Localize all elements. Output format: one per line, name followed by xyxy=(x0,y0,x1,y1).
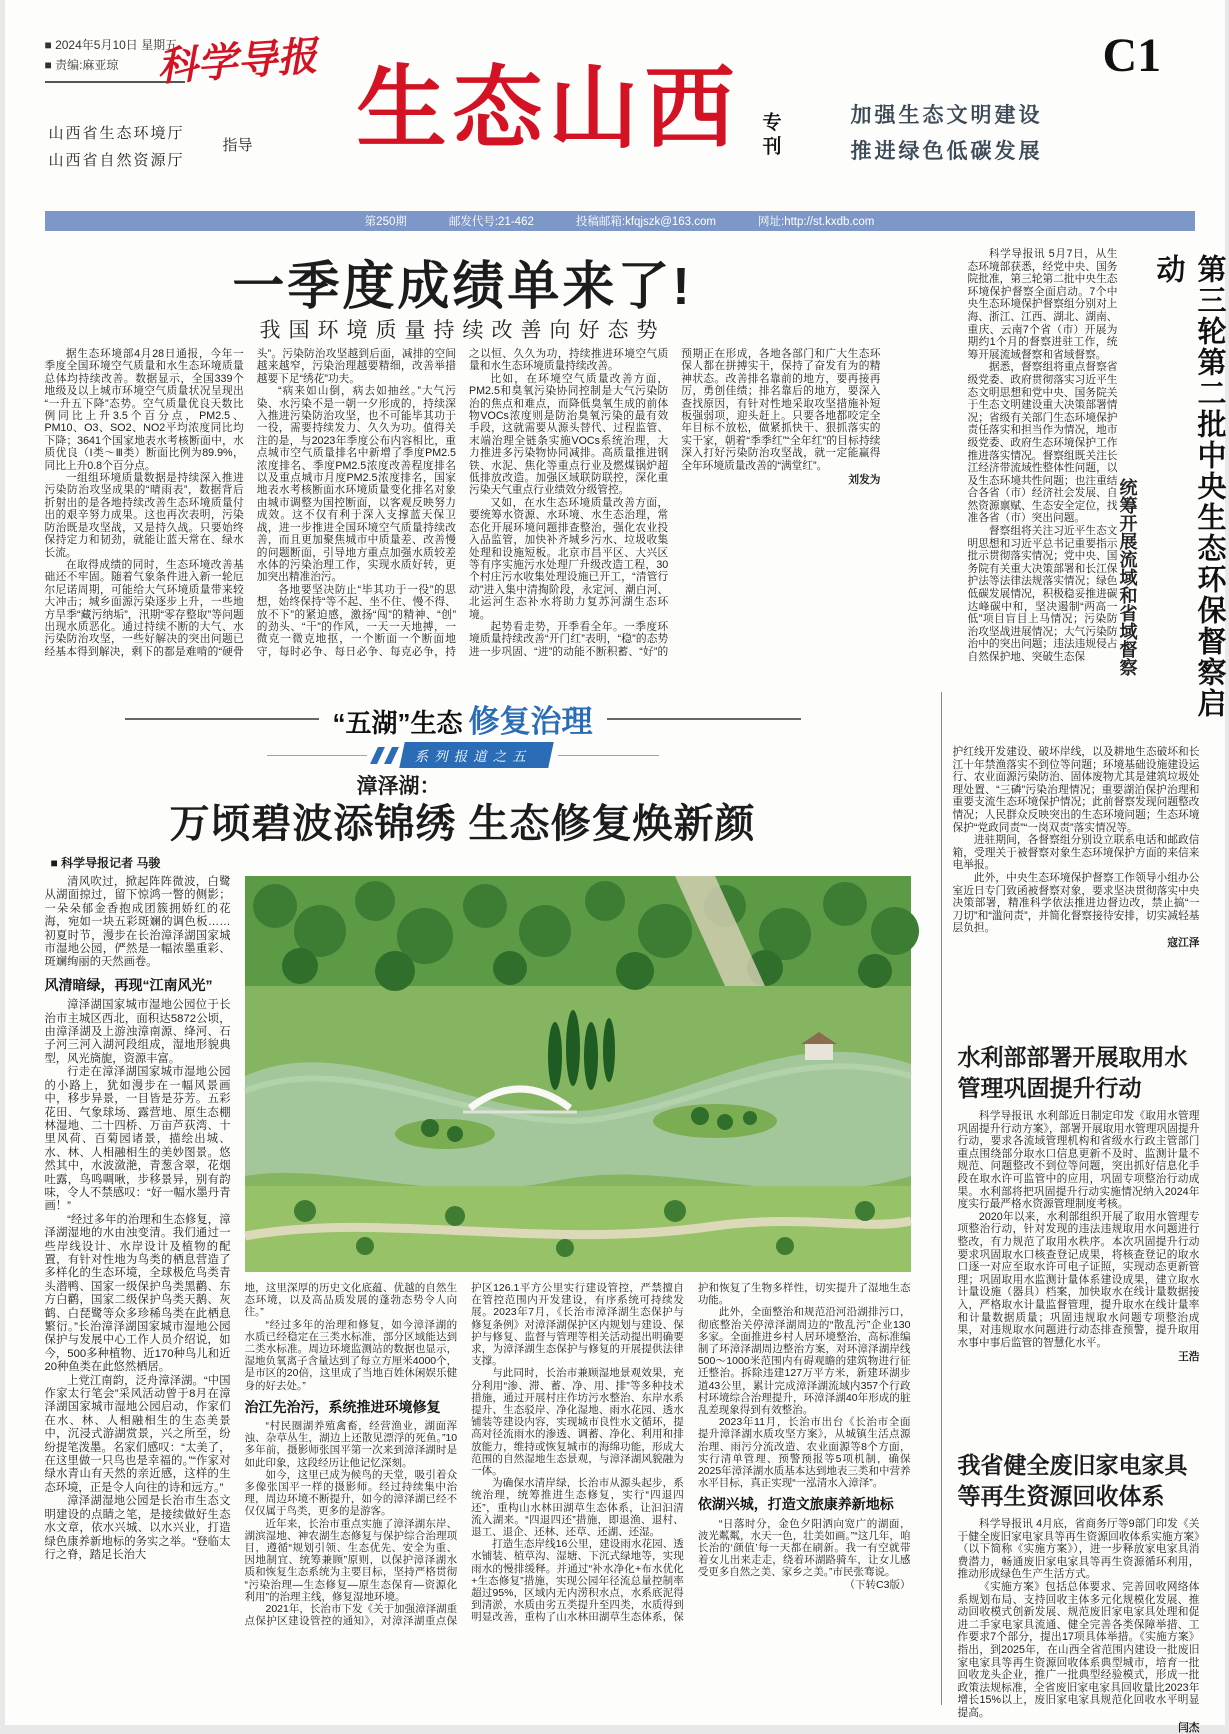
series-badge-title xyxy=(333,696,593,741)
article-paragraph: 又如，在水生态环境质量改善方面，要统筹水资源、水环境、水生态治理，常态化开展环境问题排查整治，强化农业投入品监管，加快补齐城乡污水、垃圾收集处理和设施短板。北京市昌平区、大兴区等有序实施污水处理厂升级改造工程，30个村庄污水收集处理设施已开工，“清管行动”进入集中清掏阶段，永定河、潮白河、北运河生态补水将助力复苏河湖生态环境。 xyxy=(469,497,668,621)
inspection-article-body-wide xyxy=(953,746,1200,1036)
article-paragraph: “经过多年的治理和修复，如今漳泽湖的水质已经稳定在三类水标准，部分区域能达到二类水标准。周边环境监测站的数据也显示，湿地负氧离子含量达到了每立方厘米4000个，是市区的20倍，这里成了当地百姓休闲娱乐健身的好去处。” xyxy=(245,1319,458,1392)
feature-body xyxy=(45,876,911,1634)
issue-number: 第250期 xyxy=(365,213,407,229)
water-article-headline: 水利部部署开展取用水管理巩固提升行动 xyxy=(958,1042,1200,1104)
slogan xyxy=(851,98,1043,169)
article-paragraph: “村民圈湖养殖禽畜，经营渔业，湖面浑浊、杂草丛生，湖边上还散见漂浮的死鱼。”10多年前，摄影师张国平第一次来到漳泽湖时是如此印象，这段经历让他记忆深刻。 xyxy=(245,1420,458,1469)
article-paragraph: 上党江南韵，泛舟漳泽湖。“中国作家太行笔会”采风活动曾于8月在漳泽湖国家城市湿地公园启动，作家们在水、林、人相融相生的生态美景中，沉浸式游湖赏景，兴之所至，纷纷提笔泼墨。名家们感叹：“太美了，在这里做一只鸟也是幸福的。”“作家对绿水青山有天然的亲近感，这样的生态环境，正是令人向往的诗和远方。” xyxy=(45,1375,231,1496)
department-2: 山西省自然资源厅 xyxy=(49,147,185,174)
article-paragraph: 2021年，长治市下发《关于加强漳泽湖重点保护区建设管控的通知》，对漳泽湖重点保护区126.1平方公里实行建设管控，严禁擅自在管控范围内开发建设，有序系统可持续发展。2023年7月，《长治市漳泽湖生态保护与修复条例》对漳泽湖保护区内规划与建设、保护与修复、监督与管理等相关活动提出明确要求，为漳泽湖生态保护与修复的开展提供法律支撑。 xyxy=(245,1282,684,1634)
banner-rule-right xyxy=(558,755,659,756)
wetland-aerial-photo xyxy=(245,876,911,1272)
postal-code: 邮发代号:21-462 xyxy=(449,213,534,229)
recycle-article-headline: 我省健全废旧家电家具等再生资源回收体系 xyxy=(958,1450,1200,1512)
water-article-body xyxy=(958,1110,1200,1436)
article-paragraph: 行走在漳泽湖国家城市湿地公园的小路上，犹如漫步在一幅风景画中，移步异景，一目皆是芬芳。五彩花田、气象球场、露营地、原生态棚林湿地、二十四桥、万亩芦荻湾、十里风荷、百菊园诸景，描绘出城、水、林、人相融相生的美妙图景。悠然其中，水波潋滟，青葱含翠，花烟吐露，鸟鸣啁啾，步移景异，别有韵味，令人不禁感叹：“好一幅水墨丹青画！” xyxy=(45,1066,231,1213)
section-subtitle: 专刊 xyxy=(757,112,784,160)
article-paragraph: （下转C3版） xyxy=(698,1579,911,1591)
department-1: 山西省生态环境厅 xyxy=(49,120,185,147)
article-paragraph: 在取得成绩的同时，生态环境改善基础还不牢固。随着气象条件进入新一轮厄尔尼诺周期，可能给大气环境质量带来较大冲击；城乡面源污染逐步上升，一些地方旱季“藏污纳垢”，汛期“零存整取”等问题出现水质恶化。通过持续不断的大气、水污染防治攻坚，一些好解决的突出问题已经基本得到解决，剩下的都是难啃的“硬骨头”。污染防治攻坚越到后面，减排的空间越来越窄，污染治理越要精细，改善举措越要下足“绣花”功夫。 xyxy=(45,348,457,670)
article-paragraph: 科学导报讯 5月7日，从生态环境部获悉，经党中央、国务院批准，第三轮第二批中央生态环境保护督察全面启动。7个中央生态环境保护督察组分别对上海、浙江、江西、湖北、湖南、重庆、云南7个省（市）开展为期约1个月的督察进驻工作，统筹开展流域督察和省域督察。 xyxy=(968,248,1118,361)
article-paragraph: 据悉，督察组将重点督察省级党委、政府贯彻落实习近平生态文明思想和党中央、国务院关于生态文明建设重大决策部署情况；省级有关部门生态环境保护责任落实和担当作为情况，地市级党委、政府生态环境保护工作推进落实情况。督察组既关注长江经济带流域性整体性问题，以及生态环境共性问题；也注重结合各省（市）经济社会发展、自然资源禀赋、生态安全定位，找准各省（市）突出问题。 xyxy=(968,361,1118,525)
column-divider xyxy=(941,692,942,1705)
article-paragraph: 闫杰 xyxy=(958,1722,1200,1734)
article-paragraph: “日落时分，金色夕阳洒向宽广的湖面，波光粼粼，水天一色，壮美如画。”“这几年，咱长治的‘颜值’每一天都在刷新。我一有空就带着女儿出来走走，绕着环湖路骑车，让女儿感受更多自然之美、家乡之美。”市民张骞说。 xyxy=(698,1518,911,1579)
info-bar xyxy=(45,211,1195,231)
article-subhead: 风清暗绿，再现“江南风光” xyxy=(45,979,231,992)
article-paragraph: 如今，这里已成为候鸟的天堂，吸引着众多像张国平一样的摄影师。经过持续集中治理，周边环境不断提升，如今的漳泽湖已经不仅仅属于鸟类，更多的是游客。 xyxy=(245,1469,458,1518)
page-number: C1 xyxy=(1103,28,1162,83)
newspaper-page xyxy=(5,0,1225,1725)
article-paragraph: 刘发为 xyxy=(681,474,880,486)
feature-flow-columns xyxy=(245,1282,911,1634)
feature-byline: ■ 科学导报记者 马骏 xyxy=(51,854,161,871)
editor-line: ■ 责编:麻亚琼 xyxy=(45,56,185,76)
article-subhead: 治江先治污，系统推进环境修复 xyxy=(245,1401,458,1413)
article-paragraph: “经过多年的治理和生态修复，漳泽湖湿地的水由浊变清。我们通过一些岸线设计、水岸设计及植物的配置，有针对性地为鸟类的栖息营造了多样化的生态环境，全球极危鸟类青头潜鸭、国家一级保护鸟类黑鹳、东方白鹳，国家二级保护鸟类天鹅、灰鹤、白琵鹭等众多珍稀鸟类在此栖息繁衍。”长治漳泽湖国家城市湿地公园保护与发展中心工作人员介绍说，如今，500多种植物、近170种鸟儿和近20种鱼类在此悠然栖居。 xyxy=(45,1214,231,1375)
inspection-article-body-narrow xyxy=(968,248,1118,740)
inspection-vertical-subtitle: 统筹开展流域和省域督察 xyxy=(1115,478,1141,743)
article-paragraph: 此外，中央生态环境保护督察工作领导小组办公室近日专门致函被督察对象，要求坚决贯彻落实中央决策部署，精准科学依法推进边督边改，禁止搞“一刀切”和“滥问责”，并简化督察接待安排，切实减轻基层负担。 xyxy=(953,872,1200,935)
article-paragraph: 督察组将关注习近平生态文明思想和习近平总书记重要指示批示贯彻落实情况；党中央、国务院有关重大决策部署和长江保护法等法律法规落实情况；绿色低碳发展情况，积极稳妥推进碳达峰碳中和，坚决遏制“两高一低”项目盲目上马情况；污染防治攻坚战进展情况；大气污染防治中的突出问题；违法违规侵占自然保护地、突破生态保 xyxy=(968,525,1118,664)
article-paragraph: 漳泽湖国家城市湿地公园位于长治市主城区西北，面积达5872公顷，由漳泽湖及上游浊漳南源、绛河、石子河三河入湖河段组成，湿地形貌典型，风光旖旎，资源丰富。 xyxy=(45,999,231,1066)
article-paragraph: 护红线开发建设、破坏岸线，以及耕地生态破坏和长江十年禁渔落实不到位等问题；环境基础设施建设运行、农业面源污染防治、固体废物尤其是建筑垃圾处理处置、“三磷”污染治理情况；重要湖泊保护治理和重要支流生态环境保护情况；此前督察发现问题整改情况；人民群众反映突出的生态环境问题；生态环境保护“党政同责”“一岗双责”落实情况等。 xyxy=(953,746,1200,834)
article-subhead: 依湖兴城，打造文旅康养新地标 xyxy=(698,1498,911,1510)
feature-kicker: 漳泽湖： xyxy=(357,770,441,800)
article-paragraph: 进驻期间，各督察组分别设立联系电话和邮政信箱，受理关于被督察对象生态环境保护方面的来信来电举报。 xyxy=(953,834,1200,872)
article-paragraph: 科学导报讯 4月底，省商务厅等9部门印发《关于健全废旧家电家具等再生资源回收体系实施方案》（以下简称《实施方案》），进一步释放家电家具消费潜力，畅通废旧家电家具等再生资源循环利用，推动形成绿色生产生活方式。 xyxy=(958,1518,1200,1581)
submission-email: 投稿邮箱:kfqjszk@163.com xyxy=(576,213,716,229)
article-paragraph: 科学导报讯 水利部近日制定印发《取用水管理巩固提升行动方案》，部署开展取用水管理巩固提升行动，要求各流域管理机构和省级水行政主管部门重点围绕部分取水口信息更新不及时、监测计量不规范、问题整改不到位等问题，突出抓好信息化手段在取水许可监管中的应用，巩固专项整治行动成果。水利部将把巩固提升行动实施情况纳入2024年度实行最严格水资源管理制度考核。 xyxy=(958,1110,1200,1211)
feature-right-area xyxy=(245,876,911,1634)
guidance-departments xyxy=(49,120,185,174)
issue-date: ■ 2024年5月10日 星期五 xyxy=(45,36,185,56)
series-badge xyxy=(125,696,801,741)
section-title: 生态山西 xyxy=(357,60,741,159)
article-paragraph: 2023年11月，长治市出台《长治市全面提升漳泽湖水质攻坚方案》，从城镇生活点源治理、雨污分流改造、农业面源等8个方面，实行清单管理、预警预报等5项机制，确保2025年漳泽湖水质基本达到地表三类和中营养水平目标，真正实现“一泓清水入漳泽”。 xyxy=(698,1416,911,1489)
article-paragraph: 近年来，长治市重点实施了漳泽湖东岸、湖滨湿地、神农湖生态修复与保护综合治理项目，遵循“规划引领、生态优先、安全为重、因地制宜、统筹兼顾”原则，以保护漳泽湖水质和恢复生态系统为主要目标，坚持严格贯彻“污染治理—生态修复—原生态保育—资源化利用”的治理主线，修复湿地环境。 xyxy=(245,1518,458,1603)
series-banner-label: 系列报道之五 xyxy=(399,742,554,768)
article-paragraph: 王浩 xyxy=(958,1351,1200,1364)
lead-article-body xyxy=(45,348,881,670)
article-paragraph: “病来如山倒，病去如抽丝。”大气污染、水污染不是一朝一夕形成的，持续深入推进污染防治攻坚，也不可能毕其功于一役，需要持续发力、久久为功。值得关注的是，与2023年季度公布内容相比，重点城市空气质量排名中新增了季度PM2.5浓度排名、季度PM2.5浓度改善程度排名以及重点城市月度PM2.5浓度排名，国家地表水考核断面水环境质量变化排名对象由城市调整为国控断面，以客观反映努力成效。这不仅有利于深入支撑蓝天保卫战，进一步推进全国环境空气质量持续改善，而且更加聚焦城市中质量差、改善慢的问题断面，引导地方重点加强水质较差水体的污染治理工作，实现水质好转，更加突出精准治污。 xyxy=(257,385,456,584)
banner-rule-left xyxy=(267,755,368,756)
article-paragraph: 一组组环境质量数据是持续深入推进污染防治攻坚成果的“晴雨表”，数据背后折射出的是各地持续改善生态环境质量付出的艰辛努力成果。这也再次表明，污染防治既是攻坚战，又是持久战。只要始终保持定力和韧劲，就能让蓝天常在、绿水长流。 xyxy=(45,472,244,559)
article-paragraph: 2020年以来，水利部组织开展了取用水管理专项整治行动，针对发现的违法违规取用水问题进行整改，有力规范了取用水秩序。本次巩固提升行动要求巩固取水口核查登记成果，将核查登记的取水口逐一对应至取水许可电子证照，实现动态更新管理；巩固取用水监测计量体系建设成果，建立取水计量设施（器具）档案，加快取水在线计量数据接入，严格取水计量监督管理，提升取水在线计量率和计量数据质量；巩固违规取水问题专项整治成果，对违规取水问题进行动态排查预警，提升取用水事中事后监管的智慧化水平。 xyxy=(958,1211,1200,1350)
slash-icon xyxy=(384,747,399,764)
masthead-logo: 科学导报 xyxy=(155,24,319,92)
article-paragraph: 起势看走势，开季看全年。一季度环境质量持续改善“开门红”表明，“稳”的态势进一步巩固、“进”的动能不断积蓄、“好”的预期正在形成，各地各部门和广大生态环保人都在拼搏实干，保持了奋发有为的精神状态。改善排名靠前的地方，要再接再厉，勇创佳绩；排名靠后的地方，要深入查找原因，有针对性地采取攻坚措施补短板强弱项，迎头赶上。只要各地都咬定全年目标不放松，做紧抓快干、狠抓落实的实干家，朝着“季季红”“全年红”的目标持续深入打好污染防治攻坚战，就一定能赢得全年环境质量改善的“满堂红”。 xyxy=(469,348,881,670)
article-paragraph: 比如，在环境空气质量改善方面，PM2.5和臭氧污染协同控制是大气污染防治的焦点和难点，而降低臭氧生成的前体物VOCs浓度则是防治臭氧污染的最有效手段，这就需要从源头替代、过程监管、末端治理全链条实施VOCs系统治理，大力推进多污染物协同减排。高质量推进钢铁、水泥、焦化等重点行业及燃煤锅炉超低排放改造。加强区域联防联控，深化重污染天气重点行业绩效分级管控。 xyxy=(469,373,668,497)
recycle-article-body xyxy=(958,1518,1200,1714)
series-banner-row xyxy=(267,742,659,768)
article-paragraph: 据生态环境部4月28日通报，今年一季度全国环境空气质量和水生态环境质量总体均持续改善。数据显示，全国339个地级及以上城市环境空气质量状况呈现出“一升五下降”态势。空气质量优良天数比例同比上升3.5个百分点，PM2.5、PM10、O3、SO2、NO2平均浓度同比均下降；3641个国家地表水考核断面中，水质优良（Ⅰ类～Ⅲ类）断面比例为89.9%，同比上升0.8个百分点。 xyxy=(45,348,244,472)
article-paragraph: 寇江泽 xyxy=(953,937,1200,950)
feature-headline: 万顷碧波添锦绣 生态修复焕新颜 xyxy=(45,792,881,849)
article-paragraph: 各地要坚决防止“毕其功于一役”的思想，始终保持“等不起、坐不住、慢不得、放不下”的紧迫感，激扬“闯”的精神、“创”的劲头、“干”的作风，一天一天地搏，一微克一微克地抠，一个断面一个断面地守，每时必争、每日必争、每克必争，持之以恒、久久为功，持续推进环境空气质量和水生态环境质量持续改善。 xyxy=(257,348,669,670)
article-paragraph: 《实施方案》包括总体要求、完善回收网络体系规划布局、支持回收主体多元化规模化发展、推动回收模式创新发展、规范废旧家电家具处理和促进二手家电家具流通、健全完善各类保障举措、工作要求7个部分，提出17项具体举措。《实施方案》指出，到2025年，在山西全省范围内建设一批废旧家电家具等再生资源回收体系典型城市，培育一批回收龙头企业，推广一批典型经验模式，形成一批政策法规标准，全省废旧家电家具回收量比2023年增长15%以上，废旧家电家具规范化回收水平明显提高。 xyxy=(958,1581,1200,1720)
badge-black-text: “五湖”生态 xyxy=(333,708,463,738)
badge-rule-right xyxy=(607,718,801,720)
article-paragraph: 地，这里深厚的历史文化底蕴、优越的自然生态环境，以及高品质发展的蓬勃态势令人向往。” xyxy=(245,1282,458,1319)
guidance-label: 指导 xyxy=(223,134,253,155)
article-paragraph: 打造生态岸线16公里，建设雨水花园、透水铺装、植草沟、湿塘、下沉式绿地等，实现雨水的慢排缓释。并通过“补水净化+布水优化+生态修复”措施，实现公园年径流总量控制率超过95%，区域内无内涝积水点，水系底泥得到清淤，水质由劣五类提升至四类，水质得到明显改善，重构了山水林田湖草生态体系，保护和恢复了生物多样性，切实提升了湿地生态功能。 xyxy=(471,1282,910,1634)
website-url: 网址:http://st.kxdb.com xyxy=(758,213,874,229)
badge-blue-text: 修复治理 xyxy=(469,704,593,739)
article-paragraph: 漳泽湖湿地公园是长治市生态文明建设的点睛之笔，是接续做好生态水文章，依水兴城、以水兴业，打造绿色康养新地标的务实之举。“登临太行之脊，踏足长治大 xyxy=(45,1495,231,1562)
badge-rule-left xyxy=(125,718,319,720)
article-paragraph: 与此同时，长治市兼顾湿地景观效果，充分利用“渗、滞、蓄、净、用、排”等多种技术措施，通过开展村庄作坊污水整治、东岸水系提升、生态驳岸、净化湿地、雨水花园、透水铺装等建设内容，实现城市良性水文循环，提高对径流雨水的渗透、调蓄、净化、利用和排放能力，维持或恢复城市的海绵功能，形成大范围的自然湿地生态景观，与漳泽湖风貌融为一体。 xyxy=(471,1367,684,1477)
article-paragraph: 为确保水清岸绿，长治市从源头起步，系统治理，统筹推进生态修复，实行“四退四还”，重构山水林田湖草生态体系，让汩汩清流入湖来。“四退四还”措施，即退渔、退村、退工、退企、还林、还草、还湖、还湿。 xyxy=(471,1477,684,1538)
lead-headline: 一季度成绩单来了! xyxy=(45,244,881,319)
feature-left-column xyxy=(45,876,231,1634)
inspection-vertical-headline: 第三轮第二批中央生态环保督察启动 xyxy=(1149,254,1229,729)
article-paragraph: 此外，全面整治和规范沿河沿湖排污口，彻底整治关停漳泽湖周边的“散乱污”企业130多家。全面推进乡村人居环境整治，高标准编制了环漳泽湖周边整治方案，对环漳泽湖岸线500～1000米范围内有碍观瞻的建筑物进行征迁整治。拆除违建127万平方米，新建环湖步道43公里，累计完成漳泽湖流域内357个行政村环境综合治理提升，环漳泽湖40年形成的脏乱差现象得到有效整治。 xyxy=(698,1306,911,1416)
slogan-line-1: 加强生态文明建设 xyxy=(851,98,1043,134)
lead-subtitle: 我国环境质量持续改善向好态势 xyxy=(45,314,881,344)
slash-icon xyxy=(370,747,385,764)
article-paragraph: 清风吹过，掀起阵阵微波，白鹭从湖面掠过，留下惊鸿一瞥的侧影；一朵朵郁金香抱成团簇拥娇红的花海，宛如一块五彩斑斓的调色板……初夏时节，漫步在长治漳泽湖国家城市湿地公园，俨然是一幅浓墨重彩、斑斓绚丽的天然画卷。 xyxy=(45,876,231,970)
slogan-line-2: 推进绿色低碳发展 xyxy=(851,134,1043,170)
